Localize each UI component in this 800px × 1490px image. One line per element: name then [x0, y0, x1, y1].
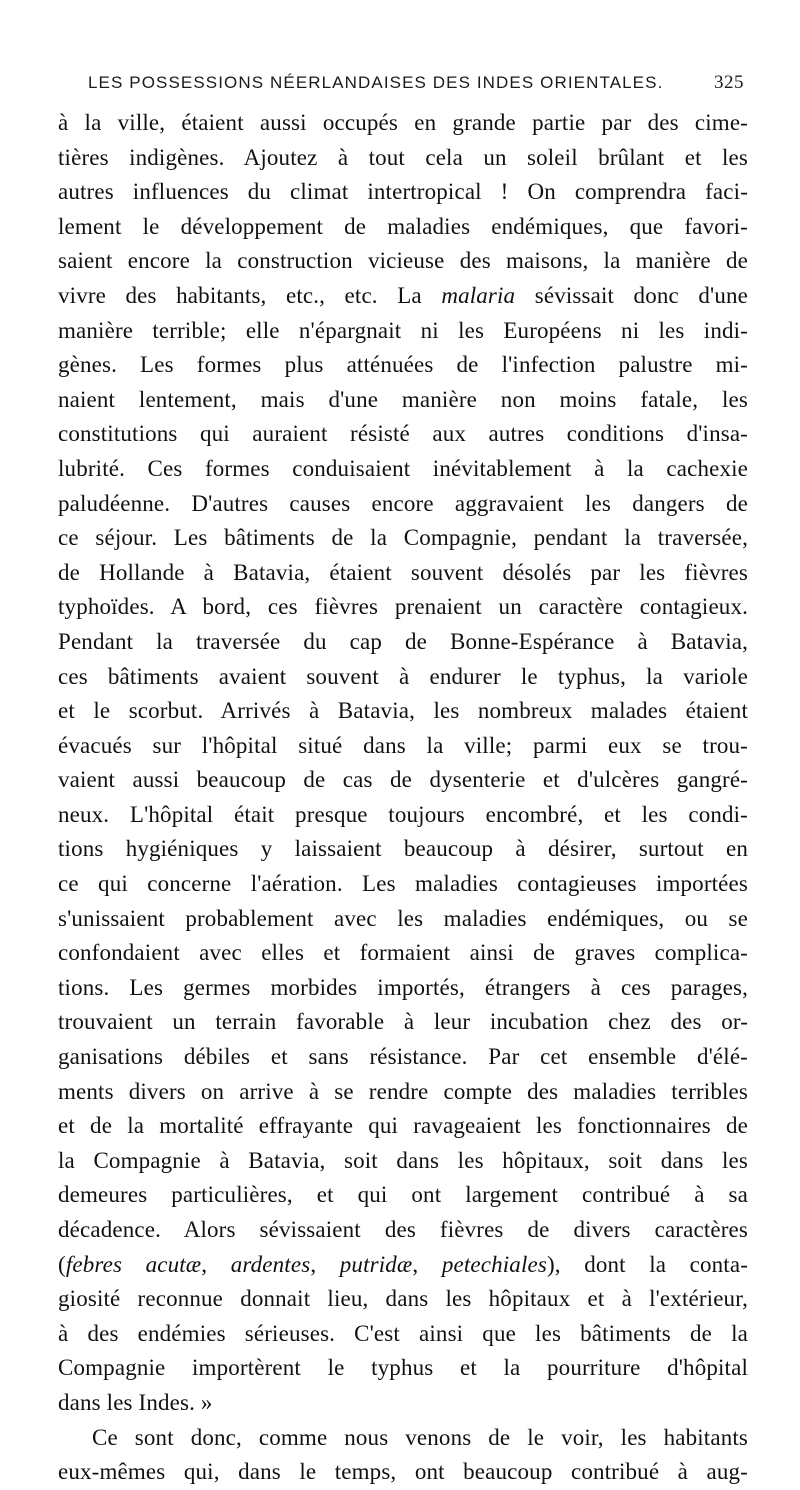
text-line: Compagnie importèrent le typhus et la pourriture d'hôpital: [58, 1355, 748, 1381]
text-line: ces bâtiments avaient souvent à endurer le typhus, la variole: [58, 663, 748, 689]
text-line: évacués sur l'hôpital situé dans la ville; parmi eux se trou-: [58, 732, 748, 758]
italic-term: malaria: [441, 282, 516, 308]
text-line: autres influences du climat intertropical ! On comprendra faci-: [58, 179, 748, 205]
text-line: paludéenne. D'autres causes encore aggravaient les dangers de: [58, 490, 748, 516]
text-line: de Hollande à Batavia, étaient souvent désolés par les fièvres: [58, 559, 748, 585]
text-line: ments divers on arrive à se rendre compte des maladies terribles: [58, 1078, 748, 1104]
text-line: trouvaient un terrain favorable à leur incubation chez des or-: [58, 1009, 748, 1035]
text-line: ce qui concerne l'aération. Les maladies contagieuses importées: [58, 871, 748, 897]
text-line: naient lentement, mais d'une manière non moins fatale, les: [58, 386, 748, 412]
text-line: s'unissaient probablement avec les maladies endémiques, ou se: [58, 905, 748, 931]
italic-term: putridæ: [339, 1251, 413, 1277]
paragraph-first-line: Ce sont donc, comme nous venons de le voir, les habitants: [92, 1424, 748, 1450]
text-line: à la ville, étaient aussi occupés en grande partie par des cime-: [58, 110, 748, 135]
text-line: ganisations débiles et sans résistance. Par cet ensemble d'élé-: [58, 1044, 748, 1070]
page-number: 325: [714, 72, 744, 93]
text-line: eux-mêmes qui, dans le temps, ont beaucoup contribué à aug-: [58, 1459, 748, 1485]
text-line: neux. L'hôpital était presque toujours encombré, et les condi-: [58, 801, 748, 827]
text-line: demeures particulières, et qui ont largement contribué à sa: [58, 1182, 748, 1208]
text-line: dans les Indes. »: [58, 1389, 213, 1415]
text-line: typhoïdes. A bord, ces fièvres prenaient un caractère contagieux.: [58, 594, 748, 620]
text-line: tions hygiéniques y laissaient beaucoup à désirer, surtout en: [58, 836, 748, 862]
text-line: lement le développement de maladies endémiques, que favori-: [58, 213, 748, 239]
text-line: et de la mortalité effrayante qui ravageaient les fonctionnaires de: [58, 1113, 748, 1139]
running-head: [88, 72, 744, 94]
text-line: ce séjour. Les bâtiments de la Compagnie, pendant la traversée,: [58, 525, 748, 551]
text-line: et le scorbut. Arrivés à Batavia, les nombreux malades étaient: [58, 698, 748, 724]
italic-term: ardentes: [230, 1251, 311, 1277]
body-text: [58, 106, 748, 1490]
text-line: tières indigènes. Ajoutez à tout cela un soleil brûlant et les: [58, 144, 748, 170]
text-line: lubrité. Ces formes conduisaient inévitablement à la cachexie: [58, 455, 748, 481]
text-line: gènes. Les formes plus atténuées de l'infection palustre mi-: [58, 352, 748, 378]
text-line: manière terrible; elle n'épargnait ni les Européens ni les indi-: [58, 317, 748, 343]
text-line: (febres acutæ, ardentes, putridæ, petechiales), dont la conta-: [58, 1251, 749, 1277]
text-line: vivre des habitants, etc., etc. La malaria sévissait donc d'une: [58, 282, 748, 308]
text-line: vaient aussi beaucoup de cas de dysenterie et d'ulcères gangré-: [58, 767, 748, 793]
text-line: confondaient avec elles et formaient ainsi de graves complica-: [58, 940, 748, 966]
text-line: giosité reconnue donnait lieu, dans les hôpitaux et à l'extérieur,: [58, 1286, 748, 1312]
text-line: tions. Les germes morbides importés, étrangers à ces parages,: [58, 974, 748, 1000]
italic-term: febres acutæ: [65, 1251, 202, 1277]
text-line: la Compagnie à Batavia, soit dans les hôpitaux, soit dans les: [58, 1147, 748, 1173]
text-line: à des endémies sérieuses. C'est ainsi que les bâtiments de la: [58, 1320, 748, 1346]
text-line: Pendant la traversée du cap de Bonne-Espérance à Batavia,: [58, 628, 748, 654]
text-line: saient encore la construction vicieuse des maisons, la manière de: [58, 248, 748, 274]
text-line: constitutions qui auraient résisté aux autres conditions d'insa-: [58, 421, 748, 447]
italic-term: petechiales: [441, 1251, 547, 1277]
text-line: décadence. Alors sévissaient des fièvres de divers caractères: [58, 1217, 748, 1242]
running-head-title: LES POSSESSIONS NÉERLANDAISES DES INDES ORIENTALES.: [88, 73, 664, 92]
